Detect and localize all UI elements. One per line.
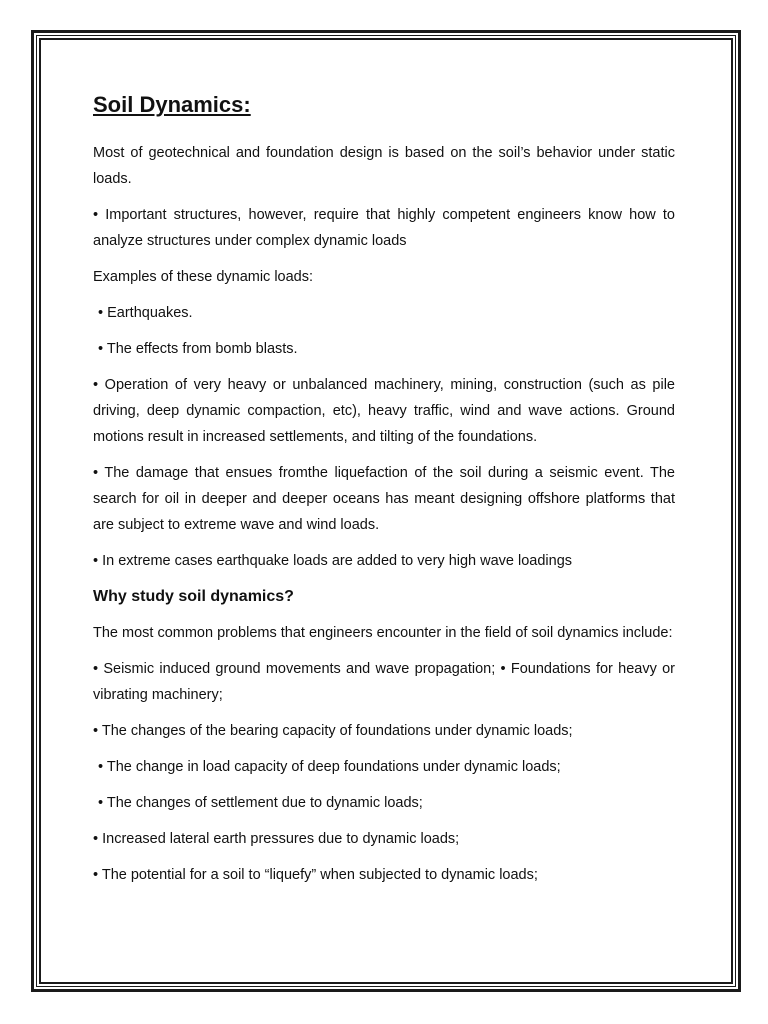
- examples-heading: Examples of these dynamic loads:: [93, 269, 314, 285]
- page-title: Soil Dynamics:: [93, 92, 251, 117]
- bullet-liquefy: • The potential for a soil to “liquefy” when subjected to dynamic loads;: [93, 867, 538, 883]
- bullet-bomb-blasts: • The effects from bomb blasts.: [98, 341, 298, 357]
- intro-bullet-important-structures: • Important structures, however, require that highly competent engineers know how to analyze structures under complex dynamic loads: [93, 207, 675, 249]
- section-heading-why-study: Why study soil dynamics?: [93, 588, 294, 605]
- problems-intro: The most common problems that engineers encounter in the field of soil dynamics include:: [93, 625, 673, 641]
- bullet-earthquakes: • Earthquakes.: [98, 305, 193, 321]
- bullet-settlement: • The changes of settlement due to dynamic loads;: [98, 795, 423, 811]
- document-body: [93, 90, 675, 898]
- intro-paragraph: Most of geotechnical and foundation design is based on the soil’s behavior under static loads.: [93, 145, 675, 187]
- bullet-deep-foundations: • The change in load capacity of deep foundations under dynamic loads;: [98, 759, 561, 775]
- bullet-machinery: • Operation of very heavy or unbalanced machinery, mining, construction (such as pile driving, deep dynamic compaction, etc), heavy traffic, wind and wave actions. Ground motions result in increased settlements, and tilting of the foundations.: [93, 377, 675, 445]
- bullet-liquefaction: • The damage that ensues fromthe liquefaction of the soil during a seismic event. The search for oil in deeper and deeper oceans has meant designing offshore platforms that are subject to extreme wave and wind loads.: [93, 465, 675, 533]
- bullet-bearing-capacity: • The changes of the bearing capacity of foundations under dynamic loads;: [93, 723, 573, 739]
- bullet-extreme-cases: • In extreme cases earthquake loads are added to very high wave loadings: [93, 553, 573, 569]
- bullet-seismic-foundations: • Seismic induced ground movements and wave propagation; • Foundations for heavy or vibrating machinery;: [93, 661, 675, 703]
- bullet-lateral-pressures: • Increased lateral earth pressures due to dynamic loads;: [93, 831, 460, 847]
